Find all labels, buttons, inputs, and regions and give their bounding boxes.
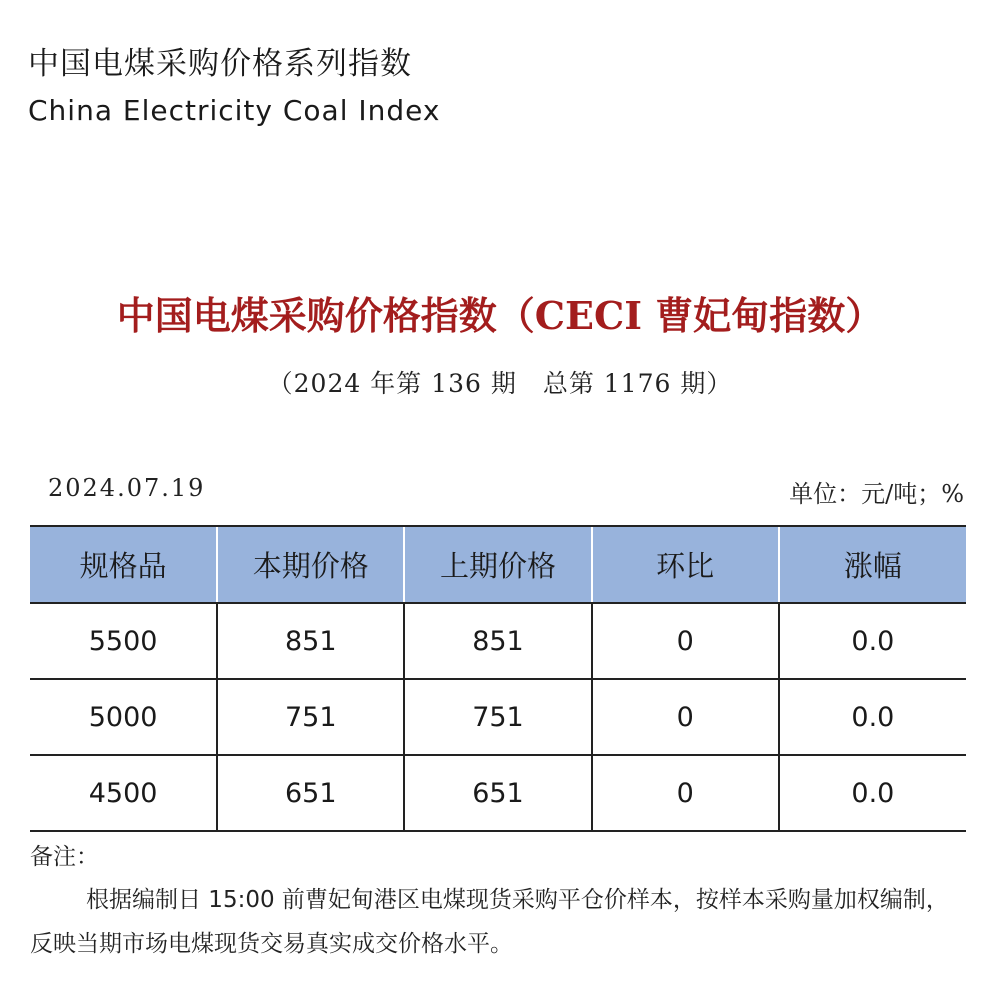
column-header: 规格品 xyxy=(30,526,217,603)
notes-text: 根据编制日 15:00 前曹妃甸港区电煤现货采购平仓价样本，按样本采购量加权编制，反映当期市场电煤现货交易真实成交价格水平。 xyxy=(30,887,949,957)
table-cell: 0.0 xyxy=(779,755,966,831)
table-cell: 5000 xyxy=(30,679,217,755)
report-title: 中国电煤采购价格指数（CECI 曹妃甸指数） xyxy=(116,293,884,338)
table-cell: 851 xyxy=(404,603,591,679)
report-date: 2024.07.19 xyxy=(48,474,206,502)
table-cell: 651 xyxy=(217,755,404,831)
column-header: 本期价格 xyxy=(217,526,404,603)
series-title-cn: 中国电煤采购价格系列指数 xyxy=(28,46,412,82)
notes-label: 备注： xyxy=(30,844,99,870)
table-header-row xyxy=(30,526,966,603)
table-cell: 0.0 xyxy=(779,603,966,679)
table-row xyxy=(30,755,966,831)
column-header: 涨幅 xyxy=(779,526,966,603)
table-cell: 0 xyxy=(592,603,779,679)
table-cell: 751 xyxy=(217,679,404,755)
table-cell: 851 xyxy=(217,603,404,679)
series-title-en: China Electricity Coal Index xyxy=(28,94,441,127)
table-cell: 0 xyxy=(592,755,779,831)
column-header: 上期价格 xyxy=(404,526,591,603)
table-cell: 0.0 xyxy=(779,679,966,755)
table-cell: 4500 xyxy=(30,755,217,831)
table-cell: 651 xyxy=(404,755,591,831)
column-header: 环比 xyxy=(592,526,779,603)
issue-number: （2024 年第 136 期 总第 1176 期） xyxy=(267,369,733,398)
table-row xyxy=(30,603,966,679)
unit-label: 单位：元/吨；% xyxy=(789,480,964,508)
table-cell: 5500 xyxy=(30,603,217,679)
table-row xyxy=(30,679,966,755)
table-cell: 0 xyxy=(592,679,779,755)
price-table xyxy=(30,525,966,832)
table-cell: 751 xyxy=(404,679,591,755)
